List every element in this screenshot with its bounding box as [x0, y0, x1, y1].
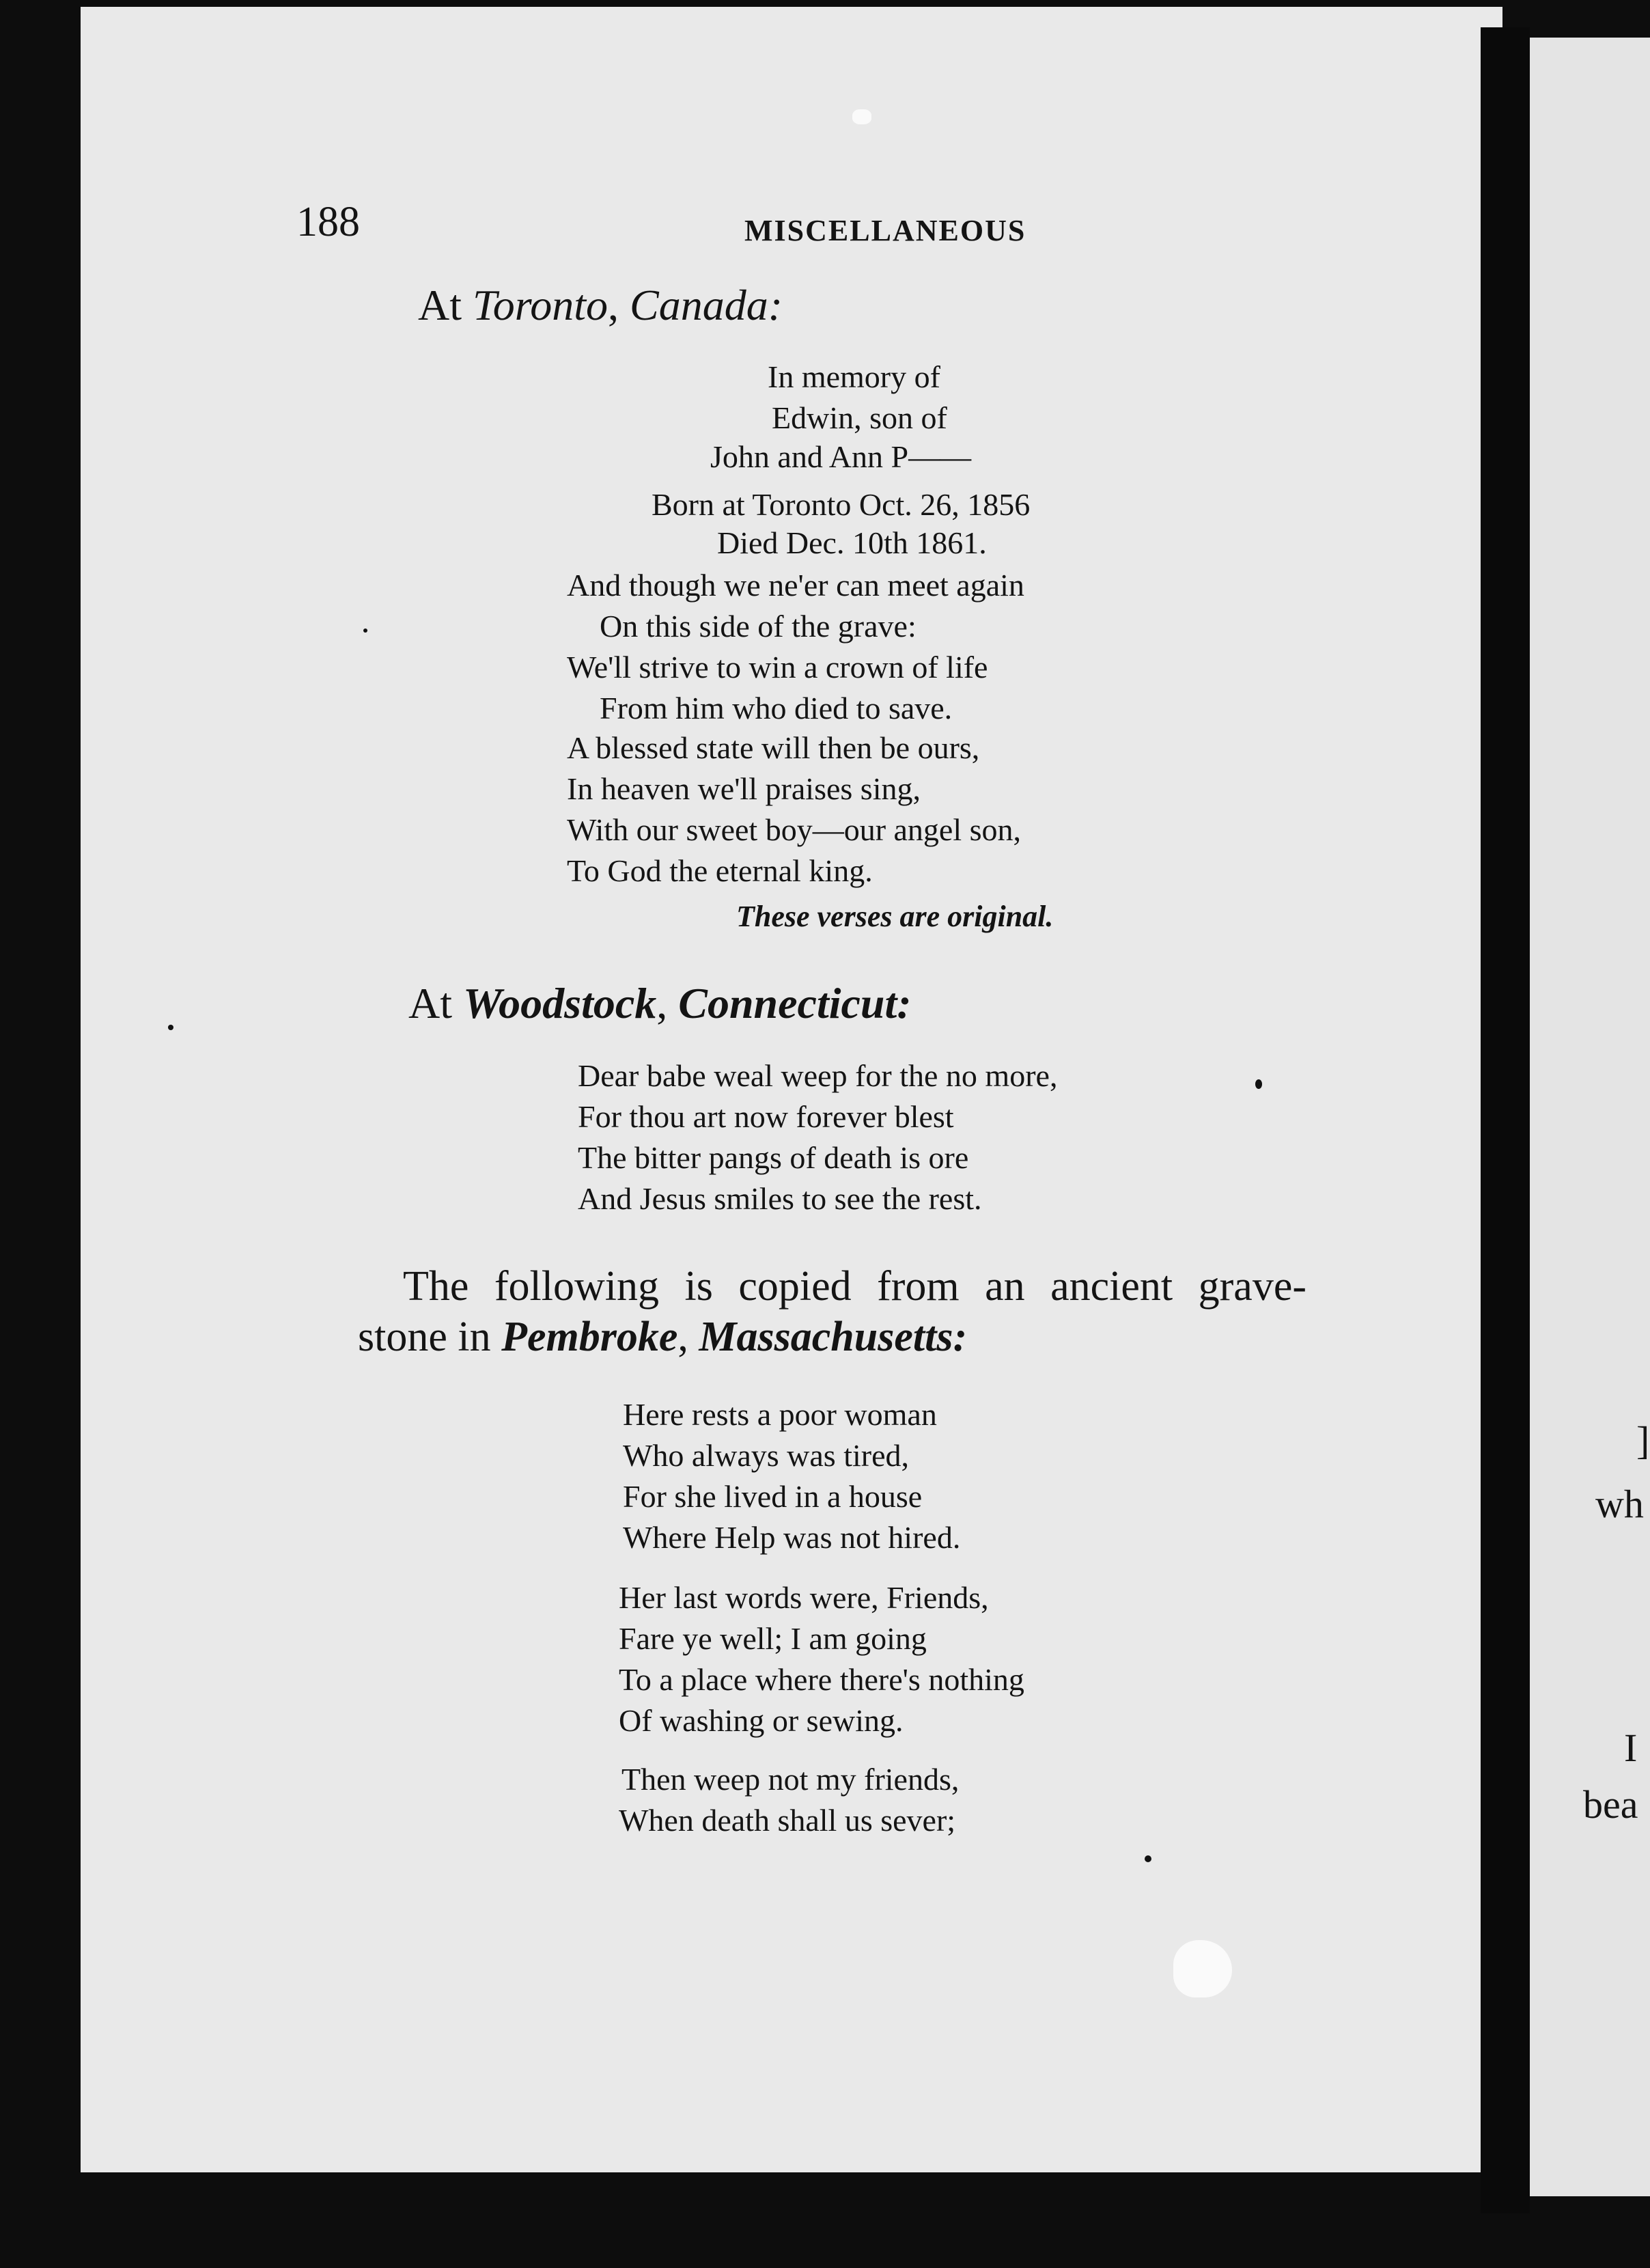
epitaph-line: To a place where there's nothing: [619, 1662, 1024, 1697]
attribution-note: These verses are original.: [736, 900, 1054, 933]
toronto-heading: At Toronto, Canada:: [418, 281, 783, 329]
epitaph-line: On this side of the grave:: [600, 609, 917, 644]
ink-speck: [363, 628, 367, 633]
epitaph-line: With our sweet boy—our angel son,: [567, 812, 1022, 847]
epitaph-line: To God the eternal king.: [567, 853, 873, 888]
facing-page-fragment: wh: [1595, 1482, 1644, 1526]
page-header: [0, 198, 1650, 253]
paper-blemish: [852, 109, 871, 124]
pembroke-intro-line2: stone in Pembroke, Massachusetts:: [358, 1314, 968, 1360]
page-number: 188: [296, 199, 360, 245]
epitaph-line: In memory of: [768, 359, 940, 394]
epitaph-line: From him who died to save.: [600, 691, 953, 725]
facing-page-fragment: ]: [1636, 1418, 1650, 1463]
epitaph-line: Died Dec. 10th 1861.: [717, 525, 987, 560]
epitaph-line: The bitter pangs of death is ore: [578, 1140, 969, 1175]
epitaph-line: Who always was tired,: [623, 1438, 909, 1473]
epitaph-line: And Jesus smiles to see the rest.: [578, 1181, 982, 1216]
epitaph-line: Here rests a poor woman: [623, 1397, 937, 1432]
ink-speck: [1145, 1855, 1151, 1862]
woodstock-heading: At Woodstock, Connecticut:: [408, 979, 912, 1027]
facing-page-edge: [1530, 38, 1650, 2196]
pembroke-intro-line1: The following is copied from an ancient grave-: [403, 1263, 1306, 1310]
epitaph-line: Fare ye well; I am going: [619, 1621, 927, 1656]
paper-blemish: [1173, 1940, 1232, 1997]
epitaph-line: We'll strive to win a crown of life: [567, 650, 988, 684]
epitaph-line: Then weep not my friends,: [621, 1762, 960, 1797]
epitaph-line: Born at Toronto Oct. 26, 1856: [652, 487, 1031, 522]
facing-page-fragment: I: [1624, 1726, 1638, 1770]
ink-speck: [168, 1025, 173, 1030]
epitaph-line: In heaven we'll praises sing,: [567, 771, 921, 806]
epitaph-line: Edwin, son of: [772, 400, 947, 435]
epitaph-line: And though we ne'er can meet again: [567, 568, 1024, 603]
facing-page-fragment: bea: [1583, 1782, 1638, 1827]
book-gutter: [1481, 27, 1530, 2213]
ink-speck: [1255, 1079, 1262, 1089]
epitaph-line: John and Ann P——: [710, 439, 972, 474]
epitaph-line: Where Help was not hired.: [623, 1520, 961, 1555]
epitaph-line: Her last words were, Friends,: [619, 1580, 989, 1615]
epitaph-line: For thou art now forever blest: [578, 1099, 954, 1134]
epitaph-line: For she lived in a house: [623, 1479, 923, 1514]
epitaph-line: A blessed state will then be ours,: [567, 730, 980, 765]
epitaph-line: Of washing or sewing.: [619, 1703, 904, 1738]
epitaph-line: When death shall us sever;: [619, 1803, 956, 1838]
epitaph-line: Dear babe weal weep for the no more,: [578, 1058, 1058, 1093]
running-head: MISCELLANEOUS: [744, 214, 1026, 247]
